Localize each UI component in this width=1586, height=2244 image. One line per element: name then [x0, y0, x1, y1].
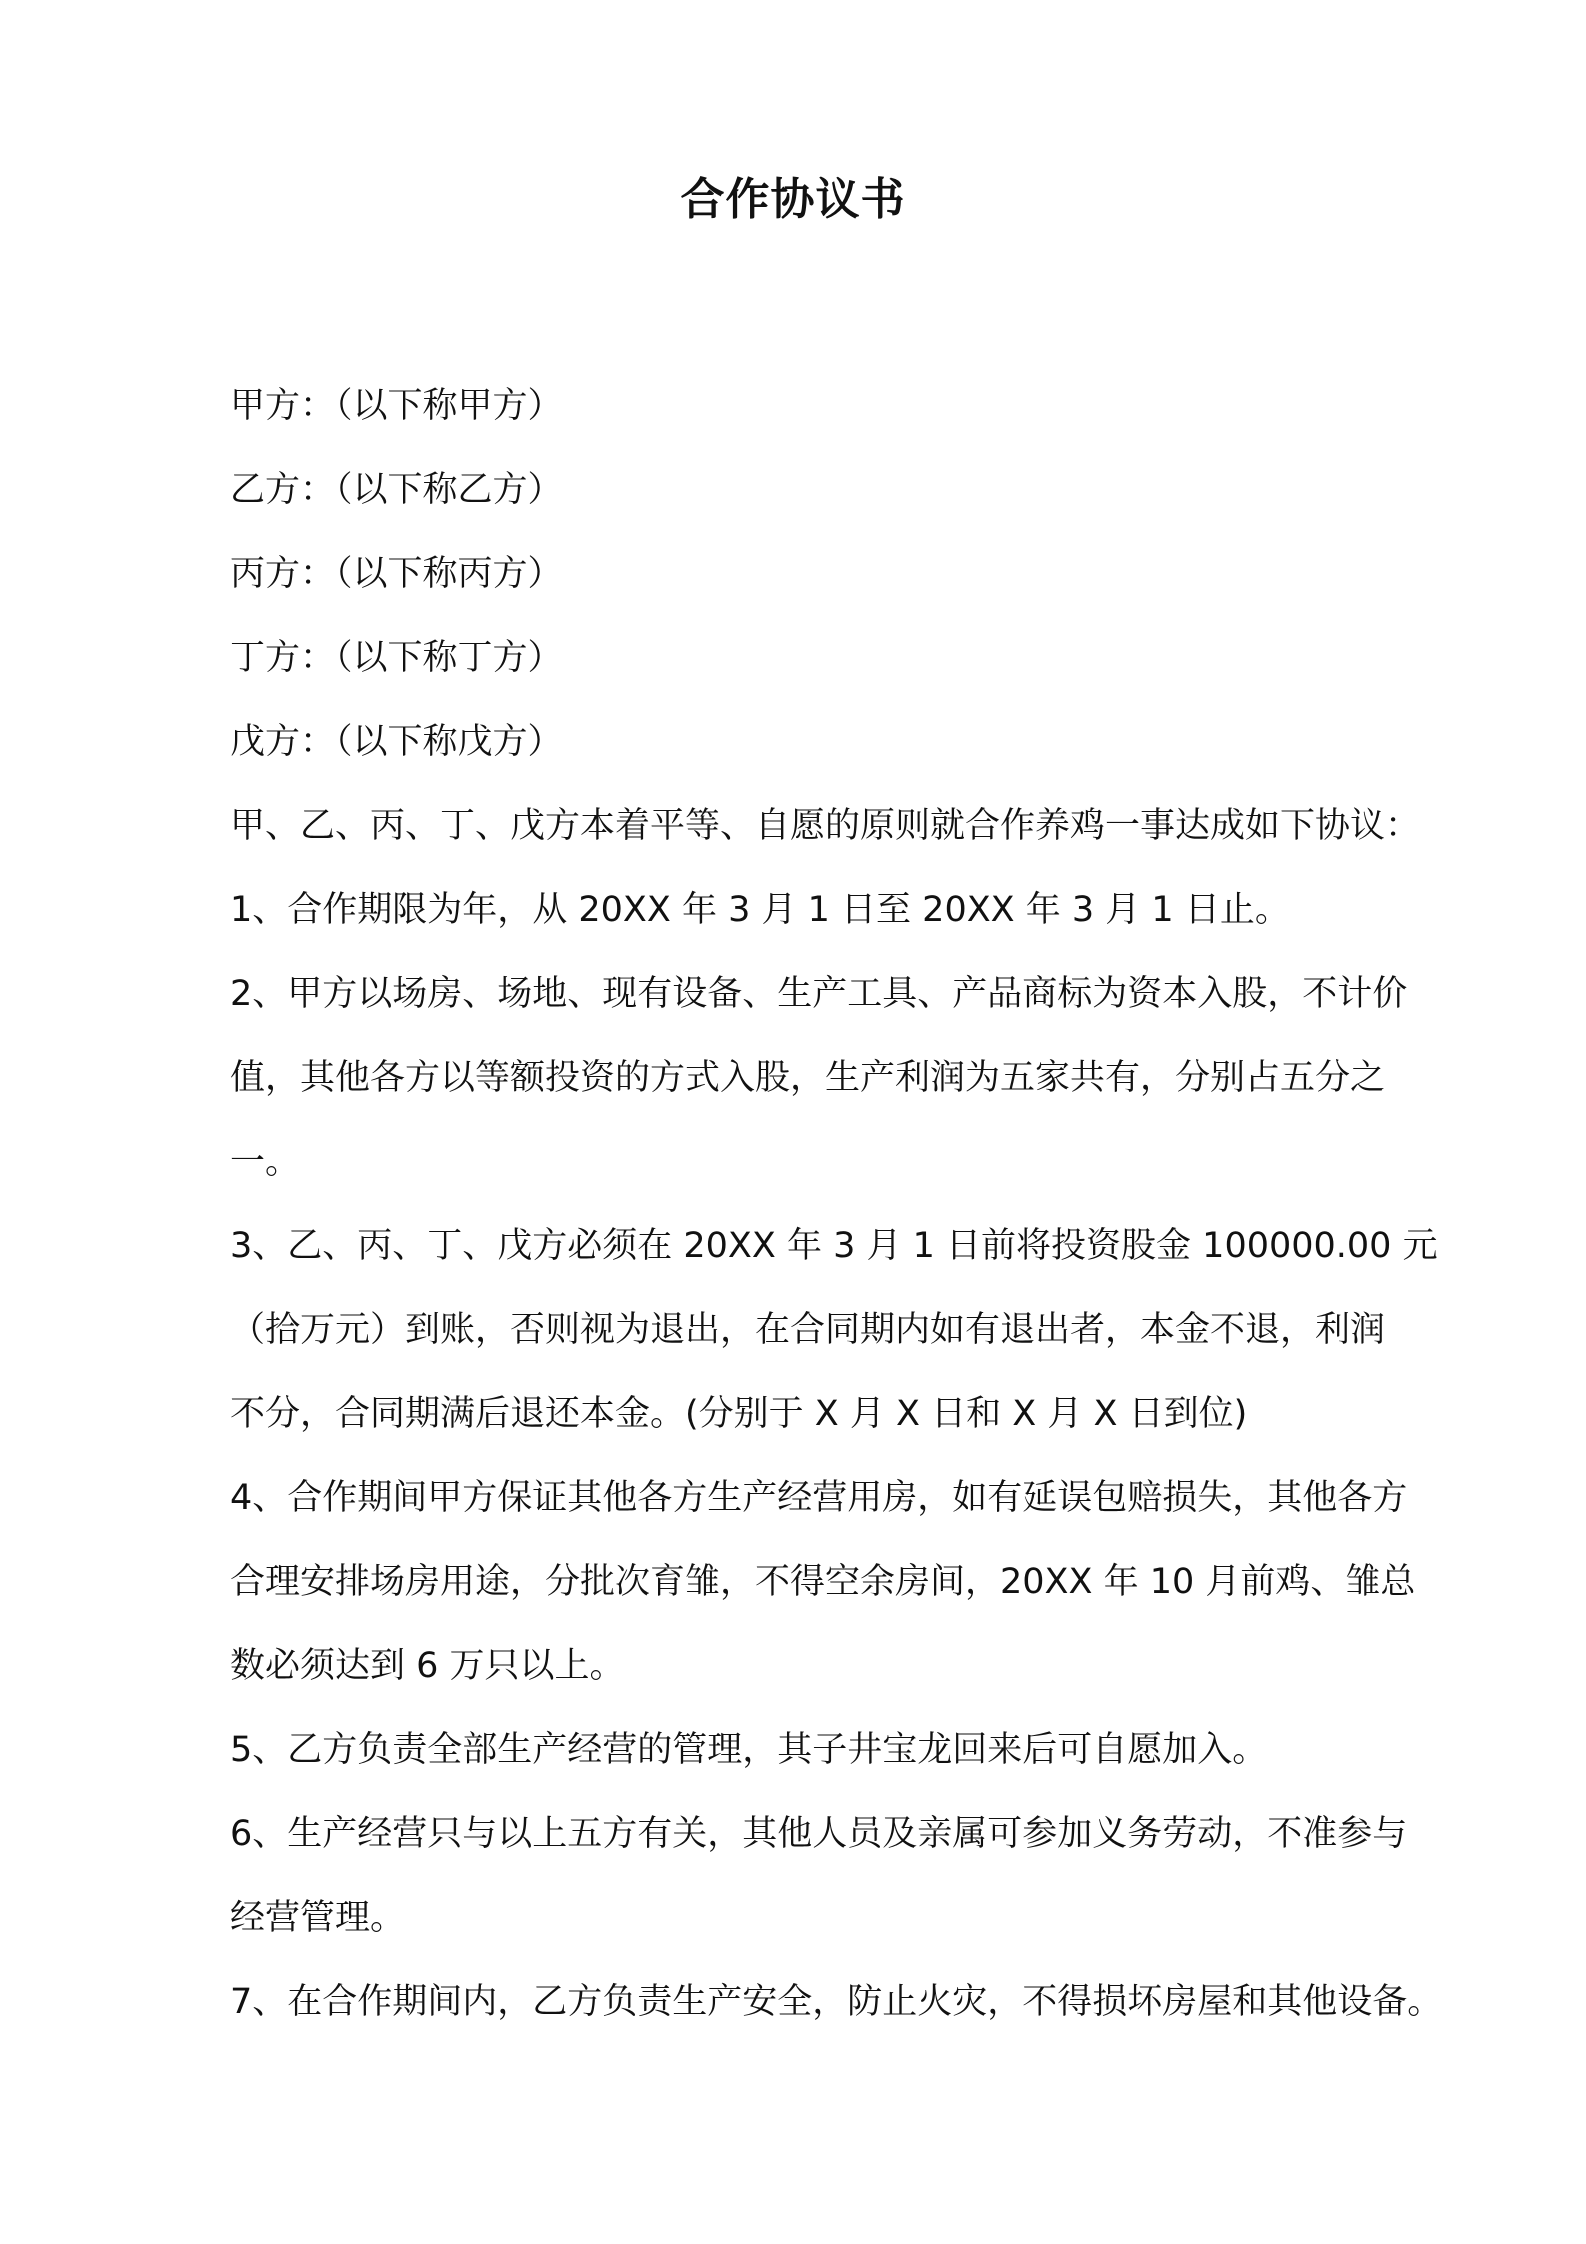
- clause-2-line-3: 一。: [230, 1142, 301, 1182]
- clause-4-line-3: 数必须达到 6 万只以上。: [230, 1646, 625, 1686]
- clause-5-line: 5、乙方负责全部生产经营的管理，其子井宝龙回来后可自愿加入。: [230, 1730, 1268, 1770]
- document-title: 合作协议书: [680, 174, 906, 225]
- clause-6-line-2: 经营管理。: [230, 1898, 406, 1938]
- clause-2-line-2: 值，其他各方以等额投资的方式入股，生产利润为五家共有，分别占五分之: [230, 1058, 1386, 1098]
- party-e-line: 戊方：（以下称戊方）: [230, 722, 563, 762]
- clause-7-line: 7、在合作期间内，乙方负责生产安全，防止火灾，不得损坏房屋和其他设备。: [230, 1982, 1443, 2022]
- clause-3-line-3: 不分，合同期满后退还本金。(分别于 X 月 X 日和 X 月 X 日到位): [230, 1394, 1248, 1434]
- clause-4-line-1: 4、合作期间甲方保证其他各方生产经营用房，如有延误包赔损失，其他各方: [230, 1478, 1408, 1518]
- party-a-line: 甲方：（以下称甲方）: [230, 386, 563, 426]
- clause-1-line: 1、合作期限为年，从 20XX 年 3 月 1 日至 20XX 年 3 月 1 日止。: [230, 890, 1290, 930]
- party-b-line: 乙方：（以下称乙方）: [230, 470, 563, 510]
- clause-3-line-1: 3、乙、丙、丁、戊方必须在 20XX 年 3 月 1 日前将投资股金 100000.00 元: [230, 1226, 1438, 1266]
- clause-4-line-2: 合理安排场房用途，分批次育雏，不得空余房间，20XX 年 10 月前鸡、雏总: [230, 1562, 1416, 1602]
- preamble-line: 甲、乙、丙、丁、戊方本着平等、自愿的原则就合作养鸡一事达成如下协议：: [230, 806, 1421, 846]
- party-c-line: 丙方：（以下称丙方）: [230, 554, 563, 594]
- party-d-line: 丁方：（以下称丁方）: [230, 638, 563, 678]
- clause-6-line-1: 6、生产经营只与以上五方有关，其他人员及亲属可参加义务劳动，不准参与: [230, 1814, 1408, 1854]
- clause-3-line-2: （拾万元）到账，否则视为退出，在合同期内如有退出者，本金不退，利润: [230, 1310, 1386, 1350]
- document-body: [230, 364, 1480, 2044]
- clause-2-line-1: 2、甲方以场房、场地、现有设备、生产工具、产品商标为资本入股，不计价: [230, 974, 1408, 1014]
